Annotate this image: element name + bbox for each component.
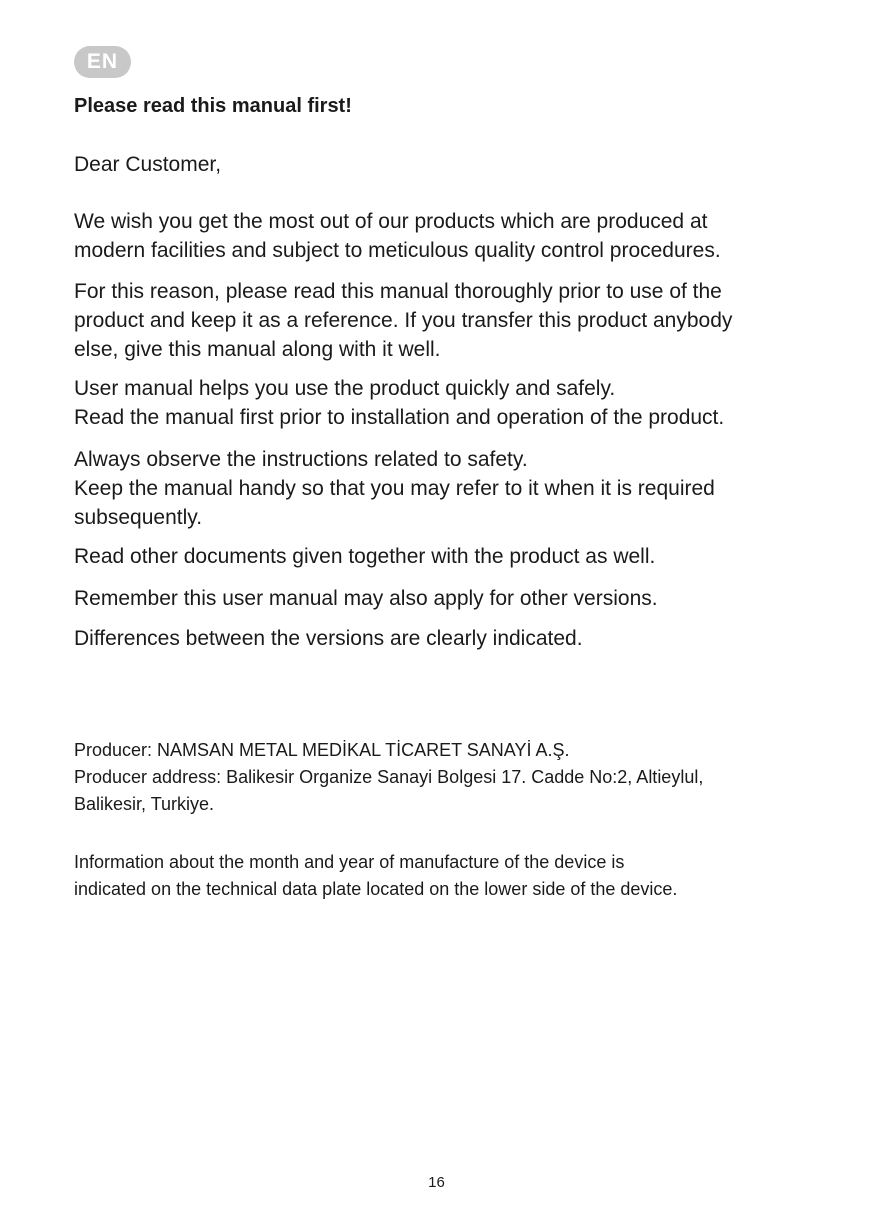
paragraph-line: else, give this manual along with it well. [74,338,441,361]
paragraph-versions [74,584,804,613]
manufacture-line: indicated on the technical data plate located on the lower side of the device. [74,879,678,899]
paragraph-intro [74,207,804,265]
producer-city: Balikesir, Turkiye. [74,794,215,814]
paragraph-documents [74,542,804,571]
producer-name: Producer: NAMSAN METAL MEDİKAL TİCARET SANAYİ A.Ş. [74,740,570,760]
paragraph-line: User manual helps you use the product quickly and safely. [74,377,616,400]
language-badge: EN [74,46,131,78]
paragraph-line: Read other documents given together with the product as well. [74,545,656,568]
paragraph-line: Remember this user manual may also apply for other versions. [74,587,658,610]
paragraph-line: subsequently. [74,506,203,529]
paragraph-safety [74,445,804,532]
greeting: Dear Customer, [74,153,222,176]
manufacture-line: Information about the month and year of manufacture of the device is [74,852,625,872]
paragraph-line: We wish you get the most out of our products which are produced at [74,210,708,233]
paragraph-line: Differences between the versions are clearly indicated. [74,627,583,650]
paragraph-usage [74,374,804,432]
paragraph-line: product and keep it as a reference. If you transfer this product anybody [74,309,733,332]
paragraph-differences [74,624,804,653]
paragraph-line: Always observe the instructions related to safety. [74,448,528,471]
paragraph-line: Read the manual first prior to installation and operation of the product. [74,406,725,429]
page-number: 16 [428,1174,445,1191]
producer-address: Producer address: Balikesir Organize Sanayi Bolgesi 17. Cadde No:2, Altieylul, [74,767,704,787]
paragraph-line: Keep the manual handy so that you may refer to it when it is required [74,477,715,500]
paragraph-reason [74,277,804,364]
producer-info [74,737,814,818]
manufacture-info [74,849,814,903]
paragraph-line: modern facilities and subject to meticulous quality control procedures. [74,239,721,262]
paragraph-line: For this reason, please read this manual thoroughly prior to use of the [74,280,722,303]
page-title: Please read this manual first! [74,95,352,117]
